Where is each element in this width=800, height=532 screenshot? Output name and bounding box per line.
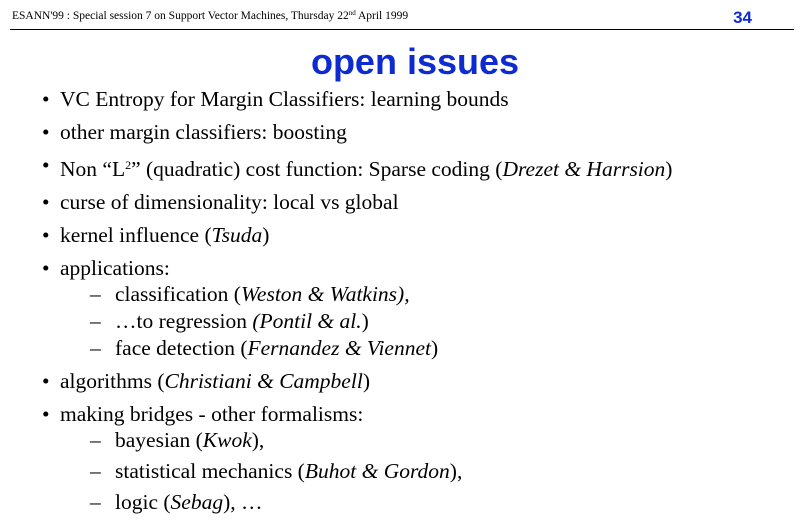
bullet-dot: • bbox=[42, 369, 50, 393]
bullet-item bbox=[40, 255, 790, 282]
sub-text-end: ), bbox=[449, 459, 463, 483]
header-superscript: nd bbox=[348, 9, 356, 17]
sub-text-end: ) bbox=[431, 336, 439, 360]
dash-marker: – bbox=[90, 490, 101, 514]
sub-text-end: ) bbox=[361, 309, 369, 333]
bullet-text: kernel influence ( bbox=[60, 223, 212, 247]
sub-item bbox=[40, 335, 790, 362]
sub-item bbox=[40, 489, 790, 516]
sub-item bbox=[40, 281, 790, 308]
bullet-text-end: ) bbox=[665, 157, 673, 181]
bullet-item bbox=[40, 368, 790, 395]
bullet-item bbox=[40, 152, 790, 183]
bullet-item bbox=[40, 119, 790, 146]
citation: Sebag bbox=[170, 490, 224, 514]
bullet-text: VC Entropy for Margin Classifiers: learning bounds bbox=[60, 87, 509, 111]
slide-content bbox=[40, 86, 790, 520]
bullet-dot: • bbox=[42, 153, 50, 177]
bullet-item bbox=[40, 189, 790, 216]
header-text-end: April 1999 bbox=[355, 10, 409, 22]
bullet-item bbox=[40, 401, 790, 428]
citation: Kwok bbox=[202, 428, 252, 452]
sub-text: bayesian ( bbox=[115, 428, 203, 452]
slide-title: open issues bbox=[310, 41, 520, 82]
header-divider bbox=[10, 29, 794, 30]
bullet-text-end: ) bbox=[362, 369, 370, 393]
slide-header bbox=[12, 9, 408, 22]
sub-item bbox=[40, 458, 790, 485]
bullet-text: applications: bbox=[60, 256, 170, 280]
citation: Christiani & Campbell bbox=[164, 369, 363, 393]
bullet-dot: • bbox=[42, 120, 50, 144]
bullet-dot: • bbox=[42, 190, 50, 214]
bullet-text: other margin classifiers: boosting bbox=[60, 120, 347, 144]
sub-text: classification ( bbox=[115, 282, 241, 306]
bullet-dot: • bbox=[42, 256, 50, 280]
superscript: 2 bbox=[125, 158, 132, 172]
citation: Drezet & Harrsion bbox=[502, 157, 666, 181]
bullet-text: making bridges - other formalisms: bbox=[60, 402, 364, 426]
sub-text: statistical mechanics ( bbox=[115, 459, 305, 483]
citation: (Pontil & al. bbox=[252, 309, 362, 333]
bullet-text: algorithms ( bbox=[60, 369, 165, 393]
bullet-text: Non “L bbox=[60, 157, 126, 181]
dash-marker: – bbox=[90, 282, 101, 306]
sub-item bbox=[40, 427, 790, 454]
bullet-dot: • bbox=[42, 87, 50, 111]
sub-text: face detection ( bbox=[115, 336, 248, 360]
citation: Fernandez & Viennet bbox=[247, 336, 431, 360]
dash-marker: – bbox=[90, 309, 101, 333]
citation: Tsuda bbox=[211, 223, 263, 247]
sub-text-end: ), bbox=[251, 428, 265, 452]
sub-list bbox=[40, 427, 790, 516]
sub-text-end: ), … bbox=[223, 490, 263, 514]
sub-list bbox=[40, 281, 790, 362]
sub-text: …to regression bbox=[115, 309, 253, 333]
sub-text: logic ( bbox=[115, 490, 171, 514]
bullet-text-cont: ” (quadratic) cost function: Sparse coding ( bbox=[131, 157, 503, 181]
citation: Buhot & Gordon bbox=[304, 459, 450, 483]
dash-marker: – bbox=[90, 459, 101, 483]
bullet-text-end: ) bbox=[262, 223, 270, 247]
slide-number: 34 bbox=[733, 8, 752, 27]
dash-marker: – bbox=[90, 428, 101, 452]
bullet-dot: • bbox=[42, 223, 50, 247]
bullet-text: curse of dimensionality: local vs global bbox=[60, 190, 399, 214]
dash-marker: – bbox=[90, 336, 101, 360]
bullet-item bbox=[40, 222, 790, 249]
bullet-dot: • bbox=[42, 402, 50, 426]
citation: Weston & Watkins), bbox=[240, 282, 410, 306]
sub-item bbox=[40, 308, 790, 335]
bullet-item bbox=[40, 86, 790, 113]
header-text: ESANN'99 : Special session 7 on Support Vector Machines, Thursday 22 bbox=[12, 10, 349, 22]
